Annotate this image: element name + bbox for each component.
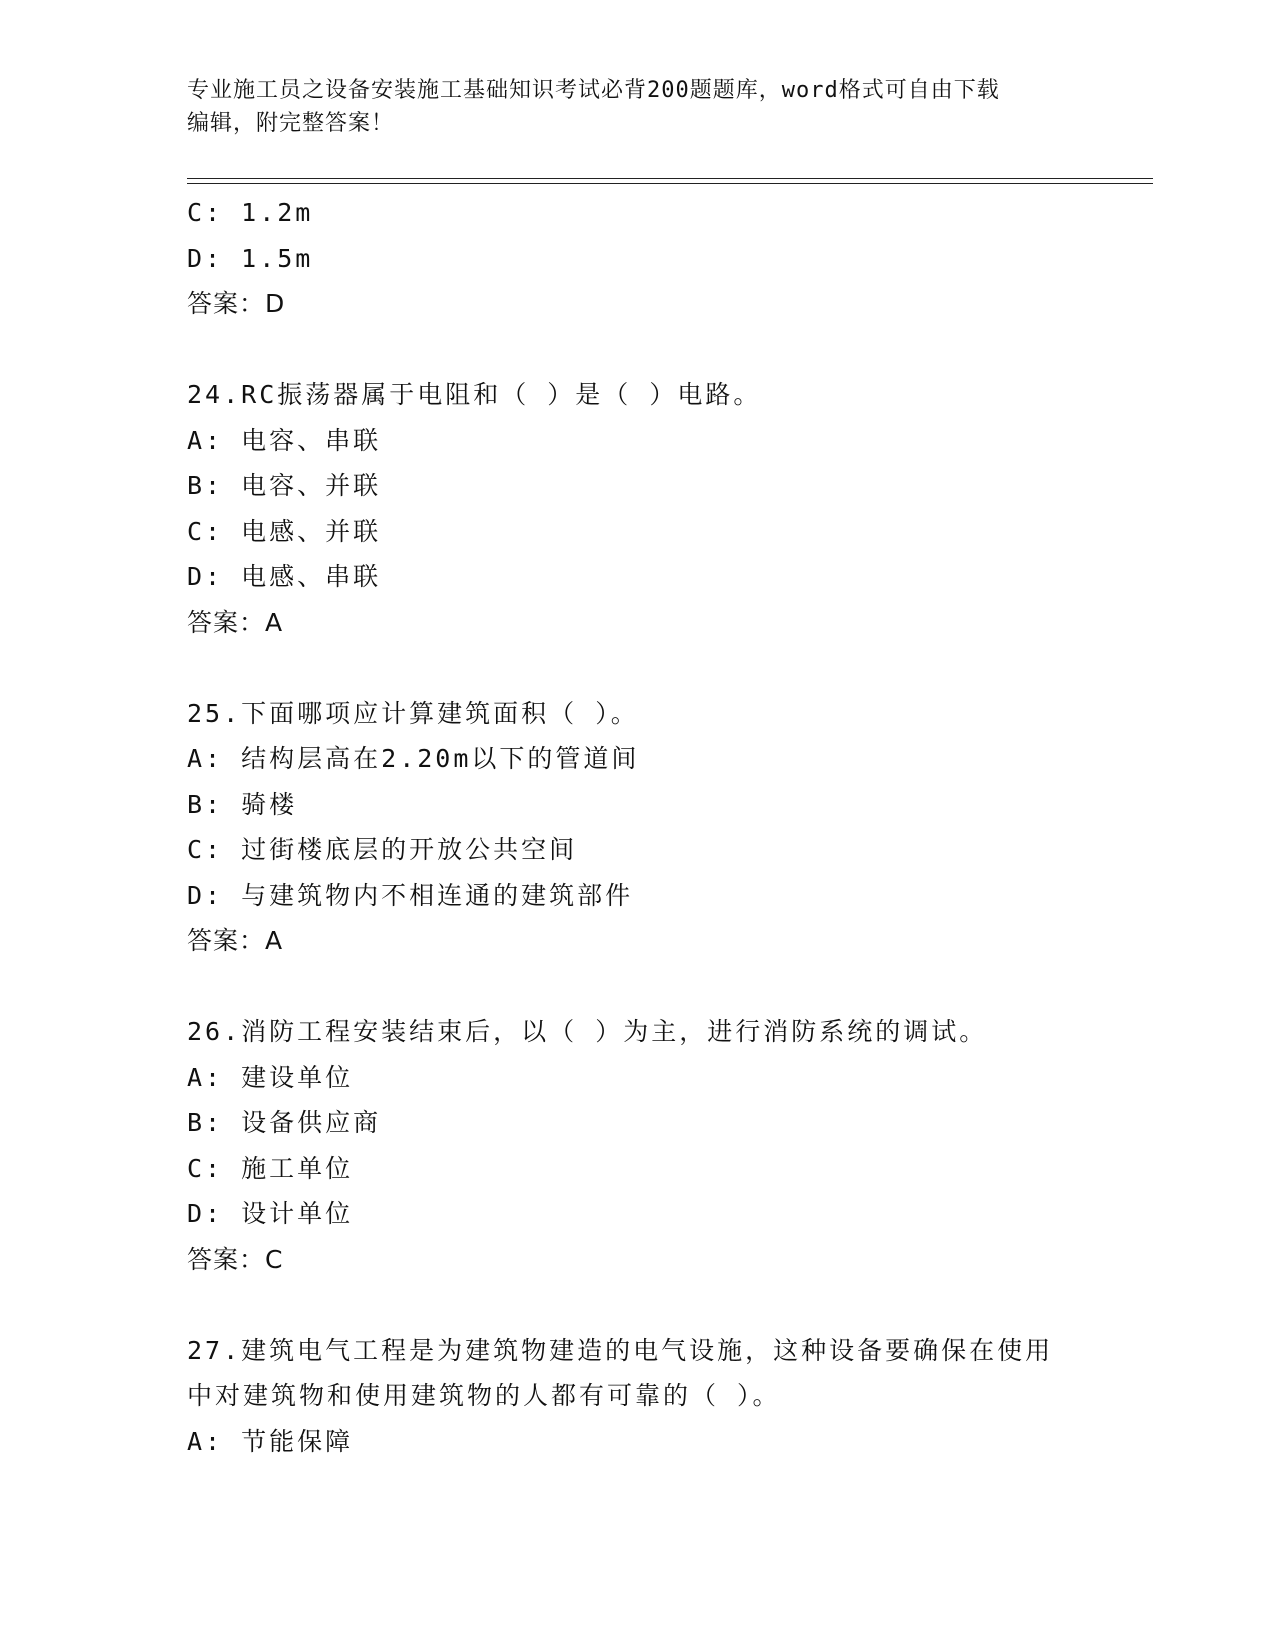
answer: 答案：A bbox=[187, 926, 284, 955]
option-a: A: 节能保障 bbox=[187, 1426, 354, 1456]
option-d: D: 电感、串联 bbox=[187, 562, 382, 591]
question-stem: 24.RC振荡器属于电阻和（ ）是（ ）电路。 bbox=[187, 380, 762, 409]
option-d: D: 与建筑物内不相连通的建筑部件 bbox=[187, 880, 634, 910]
question-stem: 25.下面哪项应计算建筑面积（ ）。 bbox=[187, 698, 639, 728]
question-list bbox=[187, 190, 1087, 1464]
header-divider-bottom bbox=[187, 183, 1153, 184]
question-27 bbox=[187, 1328, 1087, 1465]
option-c: C: 过街楼底层的开放公共空间 bbox=[187, 835, 578, 864]
question-26 bbox=[187, 1009, 1087, 1282]
question-stem-line-1: 27.建筑电气工程是为建筑物建造的电气设施，这种设备要确保在使用 bbox=[187, 1335, 1054, 1365]
question-stem: 26.消防工程安装结束后，以（ ）为主，进行消防系统的调试。 bbox=[187, 1017, 988, 1046]
option-a: A: 电容、串联 bbox=[187, 425, 382, 455]
option-c: C: 电感、并联 bbox=[187, 516, 382, 546]
document-header bbox=[187, 74, 1087, 140]
answer: 答案：A bbox=[187, 607, 284, 637]
option-a: A: 结构层高在2.20m以下的管道间 bbox=[187, 744, 640, 773]
header-line-1: 专业施工员之设备安装施工基础知识考试必背200题题库，word格式可自由下载 bbox=[187, 78, 1000, 103]
option-b: B: 骑楼 bbox=[187, 789, 298, 819]
question-23-continued bbox=[187, 190, 1087, 327]
option-c: C: 1.2m bbox=[187, 198, 314, 227]
question-stem-line-2: 中对建筑物和使用建筑物的人都有可靠的（ ）。 bbox=[187, 1381, 781, 1410]
option-b: B: 设备供应商 bbox=[187, 1108, 382, 1137]
option-d: D: 设计单位 bbox=[187, 1199, 354, 1228]
option-b: B: 电容、并联 bbox=[187, 471, 382, 500]
header-line-2: 编辑，附完整答案！ bbox=[187, 111, 395, 136]
question-25 bbox=[187, 691, 1087, 964]
question-24 bbox=[187, 372, 1087, 645]
option-a: A: 建设单位 bbox=[187, 1062, 354, 1092]
option-c: C: 施工单位 bbox=[187, 1153, 354, 1183]
answer: 答案：C bbox=[187, 1244, 284, 1274]
header-divider-top bbox=[187, 178, 1153, 179]
answer: 答案：D bbox=[187, 289, 286, 318]
option-d: D: 1.5m bbox=[187, 243, 314, 273]
